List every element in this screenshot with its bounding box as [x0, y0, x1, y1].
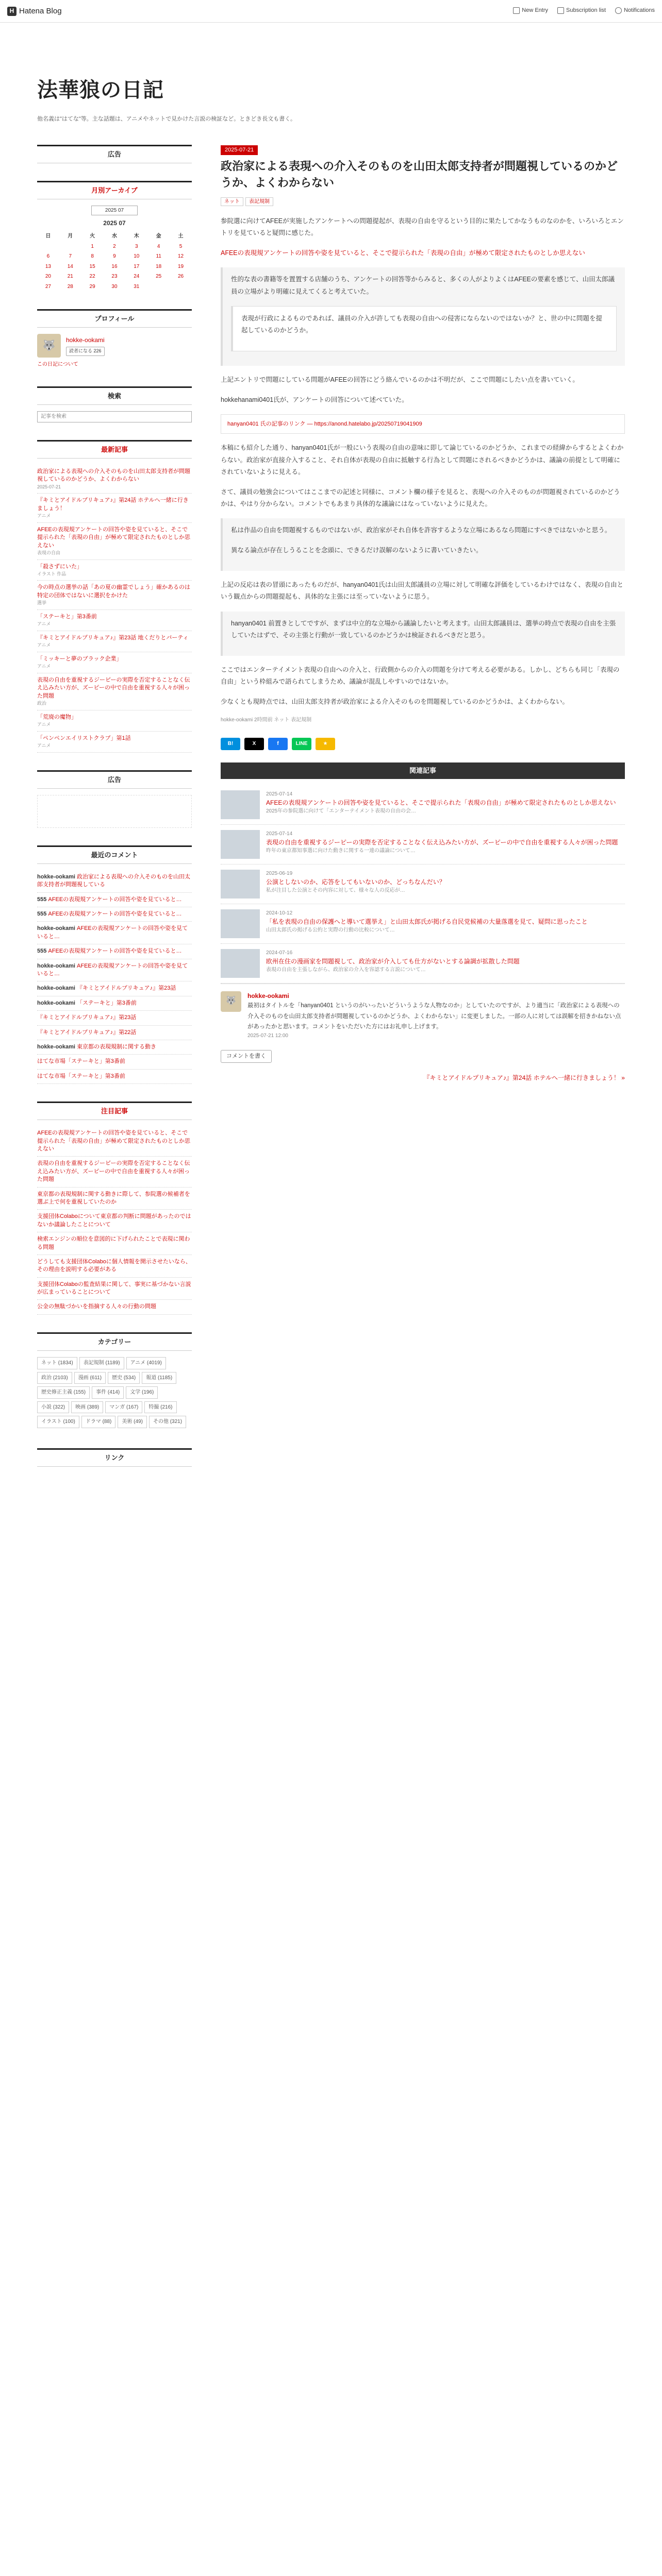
category-tag[interactable]: 歴史修正主義 (155): [37, 1386, 90, 1399]
list-item[interactable]: [37, 732, 192, 753]
entry-link[interactable]: 「荒廃の魔物」: [37, 714, 77, 720]
blockquote: [221, 612, 625, 656]
calendar-day[interactable]: 6: [46, 253, 50, 260]
write-comment-button[interactable]: コメントを書く: [221, 1050, 272, 1063]
list-item[interactable]: [37, 1011, 192, 1025]
calendar-day[interactable]: 24: [134, 274, 140, 280]
related-item[interactable]: [221, 944, 625, 984]
profile-title: プロフィール: [37, 309, 192, 328]
calendar-day[interactable]: 14: [67, 263, 73, 269]
line-share-button[interactable]: LINE: [292, 738, 311, 750]
related-thumbnail[interactable]: [221, 949, 260, 978]
x-share-button[interactable]: X: [244, 738, 264, 750]
pager-next[interactable]: 『キミとアイドルプリキュア♪』第24話 ホテルへ一緒に行きましょう！ »: [423, 1074, 625, 1082]
follow-button[interactable]: 読者になる 226: [66, 347, 105, 356]
calendar-day[interactable]: 12: [177, 253, 184, 260]
calendar-day: [59, 242, 81, 252]
related-entries: [221, 785, 625, 984]
comment-date: 2025-07-21 12:00: [247, 1032, 288, 1039]
calendar-month: 2025 07: [103, 219, 126, 227]
paragraph: hokkehanami0401氏が、アンケートの回答について述べていた。: [221, 396, 408, 404]
calendar-weekday: 火: [90, 233, 95, 240]
list-item[interactable]: [37, 631, 192, 652]
list-item[interactable]: [37, 922, 192, 944]
list-item[interactable]: [37, 959, 192, 982]
calendar: [37, 231, 192, 292]
share-buttons: [221, 738, 625, 750]
related-item[interactable]: [221, 785, 625, 825]
entry-meta: アニメ: [37, 742, 51, 748]
category-tag[interactable]: 文学 (196): [126, 1386, 158, 1399]
calendar-weekday: 木: [134, 233, 139, 240]
list-item[interactable]: 検索エンジンの順位を意図的に下げられたことで表現に関わる問題: [37, 1232, 192, 1255]
calendar-weekday: 日: [45, 233, 51, 240]
paragraph: ここではエンターテイメント表現の自由への介入と、行政側からの介入の問題を分けて考える必要がある。しかし、どちらも同じ「表現の自由」という枠組みで語られてしまうため、議論が混乱しやすいのではないか。: [221, 666, 620, 685]
list-item[interactable]: [37, 673, 192, 710]
related-title: 関連記事: [221, 762, 625, 779]
entry-body: [221, 215, 625, 708]
related-link[interactable]: AFEEの表現規アンケートの回答や姿を見ていると、そこで提示られた「表現の自由」が極めて限定されたものとしか思えない: [266, 799, 616, 807]
ad-module: [37, 145, 192, 163]
calendar-day[interactable]: 4: [157, 243, 160, 249]
comment-author[interactable]: 555: [37, 896, 48, 903]
related-link[interactable]: 欧州在住の漫画家を問題視して、政治家が介入しても仕方がないとする論調が拡散した問題: [266, 958, 520, 965]
hatena-logo-icon: H: [7, 7, 16, 16]
blog-header: [37, 23, 625, 145]
blog-title[interactable]: 法華狼の日記: [37, 79, 164, 101]
entry-meta: アニメ: [37, 721, 51, 727]
related-summary: 昨年の東京都知事選に向けた動きに関する一連の議論について…: [266, 848, 416, 854]
embedded-link-card[interactable]: hanyan0401 氏の記事のリンク — https://anond.hatelabo.jp/20250719041909: [221, 414, 625, 434]
entry: [221, 145, 625, 1083]
star-button[interactable]: ★: [316, 738, 335, 750]
avatar[interactable]: 🐺: [37, 334, 61, 358]
recent-entries-title: 最新記事: [37, 440, 192, 459]
calendar-day[interactable]: 1: [91, 243, 94, 249]
comment-author[interactable]: hokke-ookami: [37, 873, 77, 880]
list-item[interactable]: [37, 523, 192, 560]
main-content: [221, 145, 625, 1484]
entry-meta: アニメ: [37, 642, 51, 648]
category-tag[interactable]: 特撮 (216): [144, 1401, 176, 1414]
calendar-weekday: 土: [178, 233, 184, 240]
related-summary: 2025年の参院選に向けて「エンターテイメント表現の自由の会…: [266, 808, 417, 815]
category-tag[interactable]: アニメ (4019): [126, 1357, 166, 1369]
search-input[interactable]: [37, 411, 192, 422]
calendar-day[interactable]: 10: [134, 253, 140, 260]
entry-categories: [221, 196, 625, 207]
pencil-icon: [513, 7, 520, 14]
related-thumbnail[interactable]: [221, 909, 260, 938]
calendar-day[interactable]: 20: [45, 274, 51, 280]
comment-author[interactable]: hokke-ookami: [37, 999, 77, 1006]
calendar-day[interactable]: 23: [111, 274, 118, 280]
quote-text: 異なる論点が存在しうることを念頭に、できるだけ誤解のないように書いていきたい。: [231, 547, 483, 554]
calendar-day[interactable]: 2: [113, 243, 116, 249]
entry-meta: イラスト 作品: [37, 571, 67, 577]
comment-entry-link[interactable]: はてな市場「ステーキと」第3番前: [37, 1073, 125, 1079]
related-date: 2025-07-14: [266, 831, 293, 837]
categories-title: カテゴリー: [37, 1332, 192, 1351]
entry-meta: 選挙: [37, 600, 47, 606]
comment-entry-link[interactable]: 「ステーキと」第3番前: [77, 999, 137, 1006]
calendar-day[interactable]: 25: [156, 274, 162, 280]
category-tag[interactable]: 事件 (414): [92, 1386, 124, 1399]
related-summary: 私が注目した公演とその内容に対して、様々な人の反応が…: [266, 888, 405, 894]
related-summary: 山田太郎氏の掲げる公約と実際の行動の比較について…: [266, 927, 395, 934]
comment-entry-link[interactable]: AFEEの表現規アンケートの回答や姿を見ていると…: [48, 896, 182, 903]
calendar-day[interactable]: 27: [45, 283, 51, 290]
list-item[interactable]: 表現の自由を重視するジーピーの実際を否定することなく伝え込みたい方が、ズーピーの中で自由を重視する人々が困った問題: [37, 1157, 192, 1187]
category-tag[interactable]: 映画 (389): [71, 1401, 103, 1414]
list-item[interactable]: [37, 1055, 192, 1069]
list-item[interactable]: 支援団体Colaboについて東京都の判断に問題があったのではないか議論したことについて: [37, 1210, 192, 1232]
hatena-logo-text: Hatena Blog: [19, 6, 62, 15]
ad-title: 広告: [37, 145, 192, 163]
comment-avatar[interactable]: 🐺: [221, 991, 241, 1012]
calendar-day[interactable]: 7: [69, 253, 72, 260]
subscription-list-button[interactable]: Subscription list: [557, 6, 606, 15]
facebook-share-button[interactable]: f: [268, 738, 288, 750]
profile-name[interactable]: hokke-ookami: [66, 336, 105, 344]
hatena-logo[interactable]: [7, 5, 62, 17]
paragraph: 参院選に向けてAFEEが実施したアンケートへの問題提起が、表現の自由を守るという目的に果たしてかなうものなのかを、いろいろとエントリを見ていると疑問に感じた。: [221, 217, 624, 237]
ad-slot[interactable]: [37, 795, 192, 828]
paragraph: 上記エントリで問題にしている問題がAFEEの回答にどう絡んでいるのかは不明だが、ここで問題にしたい点を書いていく。: [221, 376, 579, 383]
list-item[interactable]: [37, 465, 192, 494]
list-item[interactable]: [37, 1026, 192, 1040]
calendar-day[interactable]: 29: [89, 283, 95, 290]
entry-link[interactable]: 表現の自由を重視するジーピーの実際を否定することなく伝え込みたい方が、ズーピーの中で自由を重視する人々が困った問題: [37, 676, 190, 699]
calendar-day: [170, 282, 192, 292]
entry-link[interactable]: 『キミとアイドルプリキュア♪』第24話 ホテルへ一緒に行きましょう！: [37, 497, 189, 512]
calendar-day[interactable]: 9: [113, 253, 116, 260]
about-link[interactable]: この日記について: [37, 362, 78, 368]
comment-author[interactable]: 555: [37, 911, 48, 917]
calendar-day[interactable]: 18: [156, 263, 162, 269]
links-title: リンク: [37, 1448, 192, 1467]
category-tag[interactable]: 美術 (49): [118, 1416, 147, 1428]
comment-entry-link[interactable]: AFEEの表現規アンケートの回答や姿を見ていると…: [37, 962, 188, 977]
entry-meta: アニメ: [37, 664, 51, 669]
list-item[interactable]: [37, 870, 192, 893]
sidebar: [37, 145, 192, 1484]
related-date: 2024-10-12: [266, 910, 293, 916]
list-item[interactable]: [37, 893, 192, 907]
comment-entry-link[interactable]: 政治家による表現への介入そのものを山田太郎支持者が問題視している: [37, 873, 191, 888]
category-tag[interactable]: 表記規制 (1189): [79, 1357, 124, 1369]
entry-footer-meta: hokke-ookami 2時間前 ネット 表記規制: [221, 717, 312, 723]
calendar-day[interactable]: 28: [67, 283, 73, 290]
list-item[interactable]: AFEEの表現規アンケートの回答や姿を見ていると、そこで提示られた「表現の自由」が極めて限定されたものとしか思えない: [37, 1126, 192, 1157]
entry-link[interactable]: 「ペンペンエイリストクラブ」第1話: [37, 735, 131, 741]
related-thumbnail[interactable]: [221, 870, 260, 899]
notable-title: 注目記事: [37, 1101, 192, 1120]
blockquote: [221, 518, 625, 571]
entry-date[interactable]: 2025-07-21: [221, 145, 258, 155]
list-item[interactable]: 支援団体Colaboの監査結果に関して、事実に基づかない言説が広まっていることについて: [37, 1278, 192, 1300]
list-item[interactable]: [37, 907, 192, 922]
comment-entry-link[interactable]: はてな市場「ステーキと」第3番前: [37, 1058, 125, 1065]
entry-meta: 2025-07-21: [37, 484, 61, 489]
list-item[interactable]: [37, 494, 192, 522]
entry-category[interactable]: 表記規制: [245, 197, 273, 207]
ad2-title: 広告: [37, 770, 192, 789]
calendar-day[interactable]: 11: [156, 253, 161, 260]
hatena-bookmark-button[interactable]: B!: [221, 738, 240, 750]
entry-meta: アニメ: [37, 621, 51, 627]
comment-entry-link[interactable]: AFEEの表現規アンケートの回答や姿を見ていると…: [37, 925, 188, 940]
paragraph: 本稿にも紹介した通り、hanyan0401氏が一般にいう表現の自由の意味に即して論じているのかどうか、これまでの経緯からするとよくわからない。政治家が直接介入すること、それ自体が表現の自由に抵触する行為として問題にされるべきかどうかは、議論の前提として明確にされていないように見える。: [221, 444, 624, 476]
quote-text: 性的な表の書籍等を置置する店舗のうち、アンケートの回答等からみると、多くの人がよりよくはAFEEの要素を感じて、山田太郎議員の立場がより明確に見えてくると考えていた。: [231, 276, 615, 295]
paragraph: さて、議員の勉強会についてはここまでの記述と同様に、コメント欄の様子を見ると、表現への介入そのものが問題視されているのかどうかは、やはり分からない。コメントでもあまり具体的な議論にはなっていないように見えた。: [221, 488, 620, 507]
related-link[interactable]: 公演としないのか、応答をしてもいないのか、どっちなんだい？: [266, 878, 445, 886]
list-item[interactable]: [37, 1040, 192, 1055]
profile-module: [37, 309, 192, 369]
related-thumbnail[interactable]: [221, 790, 260, 819]
comment-entry-link[interactable]: 『キミとアイドルプリキュア♪』第22話: [37, 1029, 137, 1036]
archive-title: 月別アーカイブ: [37, 181, 192, 199]
calendar-day[interactable]: 19: [177, 263, 184, 269]
entry-meta: 政治: [37, 700, 47, 706]
comment-entry-link[interactable]: 東京都の表現規制に関する動き: [77, 1043, 157, 1050]
paragraph: 少なくとも現時点では、山田太郎支持者が政治家による介入そのものを問題視しているのかどうかは、よくわからない。: [221, 698, 569, 706]
category-tag[interactable]: その他 (321): [149, 1416, 186, 1428]
list-item[interactable]: 公金の無駄づかいを指摘する人々の行動の問題: [37, 1300, 192, 1314]
entry-link[interactable]: 「ステーキと」第3番前: [37, 613, 97, 620]
notable-list: [37, 1126, 192, 1315]
list-item[interactable]: 東京都の表現規制に関する動きに際して、参院選の候補者を選ぶ上で何を重視していたのか: [37, 1188, 192, 1210]
entry-link[interactable]: 「殺さずにいた」: [37, 563, 82, 570]
related-item[interactable]: [221, 825, 625, 865]
related-item[interactable]: [221, 865, 625, 904]
comment-author[interactable]: hokke-ookami: [37, 925, 77, 932]
related-date: 2024-07-16: [266, 950, 293, 956]
calendar-day[interactable]: 3: [135, 243, 138, 249]
blockquote: [221, 267, 625, 366]
comment: [221, 984, 625, 1047]
list-item[interactable]: [37, 581, 192, 609]
calendar-day[interactable]: 16: [111, 263, 118, 269]
related-link[interactable]: 「私を表現の自由の保護へと導いて選挙え」と山田太郎氏が掲げる自民党候補の大量落選を見て、疑問に思ったこと: [266, 918, 588, 926]
entry-meta: 表現の自由: [37, 550, 61, 555]
comment-entry-link[interactable]: AFEEの表現規アンケートの回答や姿を見ていると…: [48, 948, 182, 955]
calendar-day[interactable]: 5: [179, 243, 183, 249]
comment-text: 最初はタイトルを「hanyan0401 というのがいったいどういうような人物なのか」としていたのですが、より適当に「政治家による表現への介入そのものを山田太郎支持者が問題視しているのかどうか、よくわからない」に変更しました。一部の人に対しては誤解を招きかねない点があったかと思います。コメントをいただいた方にはお礼申し上げます。: [247, 1003, 621, 1030]
list-item[interactable]: [37, 981, 192, 996]
comment-author[interactable]: hokke-ookami: [37, 1043, 77, 1050]
related-summary: 表現の自由を主張しながら、政治家の介入を容認する言説について…: [266, 967, 426, 973]
paragraph: 上記の反応は表の冒頭にあったものだが、hanyan0401氏は山田太郎議員の立場に対して明確な評価をしているわけではなく、表現の自由という観点からの問題提起も、具体的な主張には至っていないように思う。: [221, 581, 623, 601]
calendar-day[interactable]: 17: [134, 263, 140, 269]
category-tags: [37, 1357, 192, 1431]
list-item[interactable]: [37, 652, 192, 673]
calendar-day[interactable]: 26: [177, 274, 184, 280]
quote-text: 私は作品の自由を問題視するものではないが、政治家がそれ自体を許容するような立場にあるなら問題にすべきではないかと思う。: [231, 527, 611, 534]
recent-entries-list: [37, 465, 192, 753]
entry-category[interactable]: ネット: [221, 197, 243, 207]
calendar-day[interactable]: 15: [89, 263, 95, 269]
archive-module: [37, 181, 192, 292]
recent-comments-module: [37, 845, 192, 1084]
category-tag[interactable]: イラスト (100): [37, 1416, 79, 1428]
category-tag[interactable]: マンガ (167): [105, 1401, 142, 1414]
calendar-weekday: 金: [156, 233, 161, 240]
comment-author[interactable]: 555: [37, 948, 48, 955]
category-tag[interactable]: ドラマ (88): [81, 1416, 116, 1428]
category-tag[interactable]: 政治 (2103): [37, 1372, 72, 1384]
related-thumbnail[interactable]: [221, 830, 260, 859]
ad2-module: [37, 770, 192, 828]
list-item[interactable]: [37, 996, 192, 1011]
month-select[interactable]: 2025 07: [91, 206, 138, 216]
nested-quote: [231, 306, 617, 351]
entry-link[interactable]: 政治家による表現への介入そのものを山田太郎支持者が問題視しているのかどうか、よくわからない: [37, 468, 190, 483]
notifications-button[interactable]: Notifications: [615, 6, 655, 15]
related-date: 2025-06-19: [266, 870, 293, 876]
search-module: [37, 386, 192, 422]
calendar-weekday: 水: [111, 233, 117, 240]
related-item[interactable]: [221, 904, 625, 944]
search-title: 検索: [37, 386, 192, 405]
calendar-day[interactable]: 21: [67, 274, 73, 280]
related-date: 2025-07-14: [266, 791, 293, 797]
list-icon: [557, 7, 564, 14]
recent-entries-module: [37, 440, 192, 753]
global-header: [0, 0, 662, 23]
calendar-day[interactable]: 13: [45, 263, 51, 269]
list-item[interactable]: [37, 944, 192, 959]
comment-entry-link[interactable]: 『キミとアイドルプリキュア♪』第23話: [37, 1014, 137, 1021]
entry-link[interactable]: AFEEの表現規アンケートの回答や姿を見ていると、そこで提示られた「表現の自由」が極めて限定されたものとしか思えない: [37, 526, 190, 549]
comment-author[interactable]: hokke-ookami: [37, 985, 77, 992]
category-tag[interactable]: ネット (1834): [37, 1357, 77, 1369]
recent-comments-list: [37, 870, 192, 1084]
bell-icon: [615, 7, 622, 14]
comment-author[interactable]: hokke-ookami: [37, 962, 77, 969]
link-paragraph[interactable]: AFEEの表現規アンケートの回答や姿を見ていると、そこで提示られた「表現の自由」が極めて限定されたものとしか思えない: [221, 249, 585, 257]
list-item[interactable]: [37, 610, 192, 631]
calendar-day[interactable]: 22: [89, 274, 95, 280]
entry-title[interactable]: 政治家による表現への介入そのものを山田太郎支持者が問題視しているのかどうか、よくわからない: [221, 159, 618, 189]
category-tag[interactable]: 小説 (322): [37, 1401, 69, 1414]
calendar-day: [37, 242, 59, 252]
entry-link[interactable]: 「ミッキーと夢のブラック企業」: [37, 655, 122, 662]
calendar-day[interactable]: 31: [134, 283, 140, 290]
entry-link[interactable]: 『キミとアイドルプリキュア♪』第23話 地くだりとパーティ: [37, 634, 189, 641]
blog-description: 他名義は"はてな"等。主な話題は、アニメやネットで見かけた言説の検証など。ときどき長文も書く。: [37, 116, 296, 122]
quote-text: hanyan0401 前置きとしてですが、まずは中立的な立場から議論したいと考えます。山田太郎議員は、選挙の時点で表現の自由を主張していたはずで、その主張と行動が一致しているのかどうかは検証されるべきだと思う。: [231, 619, 616, 639]
list-item[interactable]: [37, 710, 192, 732]
comment-entry-link[interactable]: AFEEの表現規アンケートの回答や姿を見ていると…: [48, 911, 182, 917]
recent-comments-title: 最近のコメント: [37, 845, 192, 864]
calendar-weekday: 月: [68, 233, 73, 240]
links-module: [37, 1448, 192, 1467]
entry-meta: アニメ: [37, 513, 51, 519]
quote-text: 表現が行政によるものであれば、議員の介入が許しても表現の自由への侵害にならないのではないか？と、世の中に問題を提起しているのかどうか。: [241, 314, 603, 334]
calendar-day: [147, 282, 170, 292]
entry-link[interactable]: 今の時点の選挙の話「あの夏の幽霊でしょう」確かあるのは特定の団体ではないに選択をかけた: [37, 584, 190, 599]
categories-module: [37, 1332, 192, 1431]
calendar-day[interactable]: 8: [91, 253, 94, 260]
comment-user[interactable]: hokke-ookami: [247, 992, 289, 999]
list-item[interactable]: [37, 560, 192, 581]
related-link[interactable]: 表現の自由を重視するジーピーの実際を否定することなく伝え込みたい方が、ズーピーの中で自由を重視する人々が困った問題: [266, 839, 618, 846]
calendar-day[interactable]: 30: [111, 283, 118, 290]
list-item[interactable]: [37, 1070, 192, 1084]
new-entry-button[interactable]: New Entry: [513, 6, 548, 15]
category-tag[interactable]: 歴史 (534): [108, 1372, 140, 1384]
category-tag[interactable]: 報道 (1185): [142, 1372, 176, 1384]
list-item[interactable]: どうしても支援団体Colaboに個人情報を開示させたいなら、その理由を説明する必要がある: [37, 1255, 192, 1278]
notable-module: [37, 1101, 192, 1315]
comment-entry-link[interactable]: 『キミとアイドルプリキュア♪』第23話: [77, 985, 176, 992]
category-tag[interactable]: 漫画 (611): [74, 1372, 106, 1384]
